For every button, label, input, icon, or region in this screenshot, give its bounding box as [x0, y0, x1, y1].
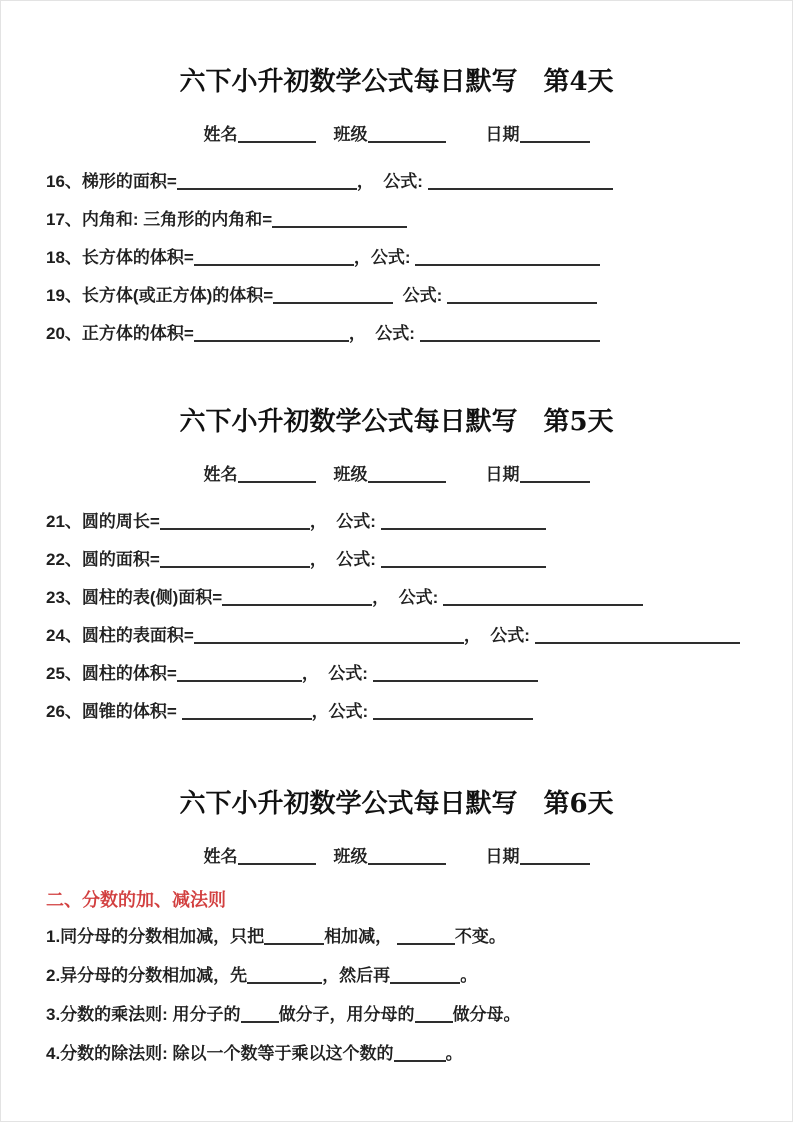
spacer: [446, 139, 486, 140]
worksheet-line: [46, 625, 747, 647]
items-day6: [46, 926, 747, 1065]
line-text: ， 公式:: [309, 512, 381, 531]
line-text: 2.异分母的分数相加减，先: [46, 966, 248, 985]
line-text: 24、圆柱的表面积=: [46, 626, 194, 645]
section-title-day5: 六下小升初数学公式每日默写 第5天: [179, 407, 614, 437]
worksheet-line: [46, 965, 747, 987]
blank-field: [520, 468, 590, 483]
blank-field: [394, 1047, 446, 1062]
blank-field: [415, 251, 600, 266]
section-day4: [46, 65, 747, 345]
worksheet-line: [46, 209, 747, 231]
line-text: 18、长方体的体积=: [46, 248, 194, 267]
line-text: 23、圆柱的表(侧)面积=: [46, 588, 223, 607]
worksheet-line: [46, 549, 747, 571]
line-text: ， 公式:: [356, 172, 428, 191]
line-text: 22、圆的面积=: [46, 550, 160, 569]
worksheet-line: [46, 1004, 747, 1026]
blank-field: [443, 591, 643, 606]
blank-field: [535, 629, 740, 644]
worksheet-line: [46, 247, 747, 269]
blank-field: [238, 128, 316, 143]
line-text: ，公式:: [311, 702, 373, 721]
name-class-date-line: [46, 463, 747, 487]
line-text: 姓名: [203, 847, 238, 866]
line-text: 1.同分母的分数相加减，只把: [46, 927, 265, 946]
line-text: 25、圆柱的体积=: [46, 664, 177, 683]
line-text: 姓名: [203, 125, 238, 144]
worksheet-line: [46, 1043, 747, 1065]
spacer: [446, 479, 486, 480]
blank-field: [241, 1008, 279, 1023]
blank-field: [420, 327, 600, 342]
blank-field: [177, 175, 357, 190]
blank-field: [390, 969, 460, 984]
blank-field: [373, 705, 533, 720]
line-text: 相加减，: [324, 927, 397, 946]
worksheet-line: [46, 663, 747, 685]
blank-field: [368, 468, 446, 483]
blank-field: [194, 251, 354, 266]
blank-field: [381, 553, 546, 568]
line-text: 姓名: [203, 465, 238, 484]
items-day5: [46, 511, 747, 723]
line-text: 16、梯形的面积=: [46, 172, 177, 191]
line-text: 17、内角和: 三角形的内角和=: [46, 210, 273, 229]
blank-field: [520, 128, 590, 143]
blank-field: [381, 515, 546, 530]
line-text: 21、圆的周长=: [46, 512, 160, 531]
blank-field: [447, 289, 597, 304]
blank-field: [194, 327, 349, 342]
line-text: ， 公式:: [309, 550, 381, 569]
blank-field: [238, 850, 316, 865]
line-text: 19、长方体(或正方体)的体积=: [46, 286, 274, 305]
line-text: 。: [445, 1044, 463, 1063]
name-class-date-line: [46, 123, 747, 147]
blank-field: [177, 667, 302, 682]
fraction-rules-heading: 二、分数的加、减法则: [46, 890, 226, 910]
section-title-day6: 六下小升初数学公式每日默写 第6天: [179, 789, 614, 819]
section-title-day4: 六下小升初数学公式每日默写 第4天: [179, 67, 614, 97]
blank-field: [264, 930, 324, 945]
blank-field: [238, 468, 316, 483]
line-text: 。: [460, 966, 478, 985]
blank-field: [397, 930, 455, 945]
spacer: [316, 139, 334, 140]
blank-field: [373, 667, 538, 682]
items-day4: [46, 171, 747, 345]
line-text: 日期: [485, 847, 520, 866]
line-text: 日期: [485, 465, 520, 484]
blank-field: [247, 969, 322, 984]
section-day5: [46, 405, 747, 723]
blank-field: [273, 289, 393, 304]
worksheet-line: [46, 323, 747, 345]
blank-field: [368, 128, 446, 143]
blank-field: [272, 213, 407, 228]
worksheet-line: [46, 587, 747, 609]
spacer: [446, 861, 486, 862]
worksheet-line: [46, 171, 747, 193]
worksheet-line: [46, 701, 747, 723]
blank-field: [368, 850, 446, 865]
worksheet-line: [46, 511, 747, 533]
line-text: ， 公式:: [463, 626, 535, 645]
worksheet-line: [46, 926, 747, 948]
line-text: 公式:: [393, 286, 448, 305]
line-text: 班级: [333, 465, 368, 484]
line-text: 4.分数的除法则: 除以一个数等于乘以这个数的: [46, 1044, 394, 1063]
line-text: 20、正方体的体积=: [46, 324, 194, 343]
line-text: 班级: [333, 847, 368, 866]
line-text: 日期: [485, 125, 520, 144]
spacer: [316, 861, 334, 862]
blank-field: [520, 850, 590, 865]
blank-field: [222, 591, 372, 606]
line-text: ， 公式:: [348, 324, 420, 343]
line-text: ， 公式:: [301, 664, 373, 683]
line-text: ， 公式:: [372, 588, 444, 607]
blank-field: [415, 1008, 453, 1023]
worksheet-line: [46, 285, 747, 307]
blank-field: [194, 629, 464, 644]
line-text: 3.分数的乘法则: 用分子的: [46, 1005, 241, 1024]
line-text: 做分子，用分母的: [278, 1005, 415, 1024]
blank-field: [182, 705, 312, 720]
line-text: ，然后再: [322, 966, 391, 985]
blank-field: [428, 175, 613, 190]
line-text: 不变。: [454, 927, 506, 946]
section-day6: [46, 787, 747, 1065]
blank-field: [160, 515, 310, 530]
line-text: 做分母。: [452, 1005, 521, 1024]
blank-field: [160, 553, 310, 568]
spacer: [316, 479, 334, 480]
line-text: ，公式:: [353, 248, 416, 267]
line-text: 班级: [333, 125, 368, 144]
name-class-date-line: [46, 845, 747, 869]
line-text: 26、圆锥的体积=: [46, 702, 182, 721]
